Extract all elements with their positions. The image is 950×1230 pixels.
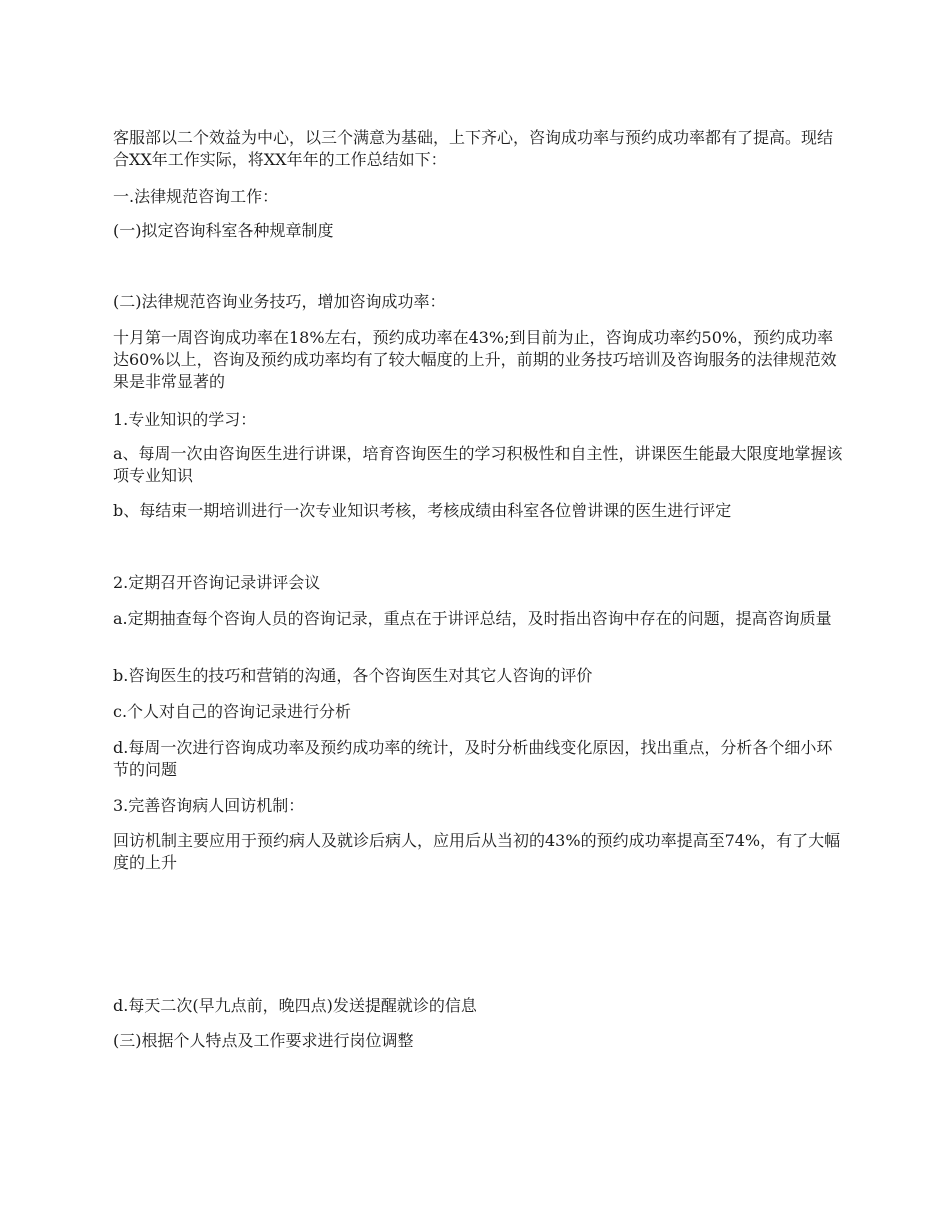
item-heading-3: 3.完善咨询病人回访机制： bbox=[113, 796, 305, 815]
list-item-a: a、每周一次由咨询医生进行讲课，培育咨询医生的学习积极性和自主性，讲课医生能最大限度地掌握该项专业知识 bbox=[113, 444, 843, 485]
subsection-heading-1: (一)拟定咨询科室各种规章制度 bbox=[113, 221, 334, 240]
section-heading-1: 一.法律规范咨询工作： bbox=[113, 187, 279, 206]
list-item-c2: c.个人对自己的咨询记录进行分析 bbox=[113, 702, 352, 721]
list-item-d3: d.每天二次(早九点前，晚四点)发送提醒就诊的信息 bbox=[113, 996, 477, 1015]
list-item-b2: b.咨询医生的技巧和营销的沟通，各个咨询医生对其它人咨询的评价 bbox=[113, 666, 593, 685]
list-item-a2: a.定期抽查每个咨询人员的咨询记录，重点在于讲评总结，及时指出咨询中存在的问题，提高咨询质量 bbox=[113, 609, 832, 628]
item-heading-1: 1.专业知识的学习： bbox=[113, 410, 257, 429]
subsection-heading-2: (二)法律规范咨询业务技巧，增加咨询成功率： bbox=[113, 292, 446, 311]
list-item-b: b、每结束一期培训进行一次专业知识考核，考核成绩由科室各位曾讲课的医生进行评定 bbox=[113, 501, 732, 520]
intro-paragraph: 客服部以二个效益为中心，以三个满意为基础，上下齐心，咨询成功率与预约成功率都有了提高。现结合XX年工作实际，将XX年年的工作总结如下： bbox=[113, 128, 834, 169]
list-item-d2: d.每周一次进行咨询成功率及预约成功率的统计，及时分析曲线变化原因，找出重点，分析各个细小环节的问题 bbox=[113, 738, 833, 779]
followup-paragraph: 回访机制主要应用于预约病人及就诊后病人，应用后从当初的43%的预约成功率提高至74%，有了大幅度的上升 bbox=[113, 831, 841, 872]
success-rate-paragraph: 十月第一周咨询成功率在18%左右，预约成功率在43%;到目前为止，咨询成功率约50%，预约成功率达60%以上，咨询及预约成功率均有了较大幅度的上升，前期的业务技巧培训及咨询服务的法律规范效果是非常显著的 bbox=[113, 328, 837, 391]
subsection-heading-3: (三)根据个人特点及工作要求进行岗位调整 bbox=[113, 1031, 414, 1050]
item-heading-2: 2.定期召开咨询记录讲评会议 bbox=[113, 573, 321, 592]
